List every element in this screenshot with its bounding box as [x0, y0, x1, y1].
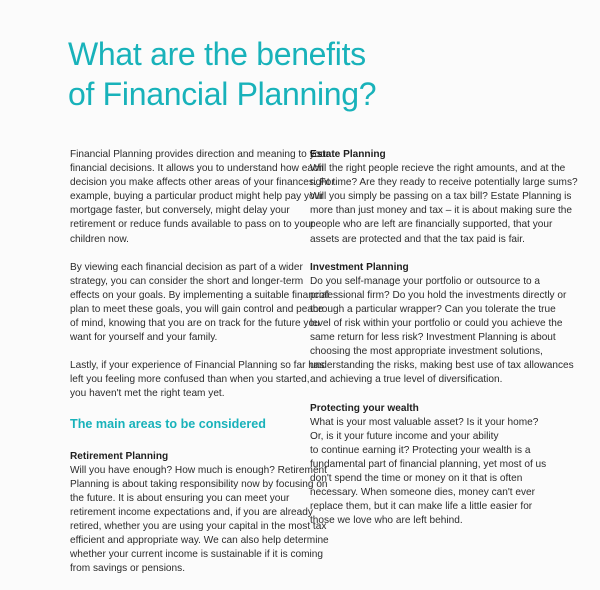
text-line: Planning is about taking responsibility now by focusing on [70, 478, 328, 490]
text-line: retirement or reduce funds available to pass on to your [70, 219, 315, 231]
text-line: right time? Are they ready to receive potentially large sums? [310, 177, 578, 189]
title-line-1: What are the benefits [68, 36, 366, 72]
estate-planning-block [310, 148, 578, 247]
title-line-2: of Financial Planning? [68, 76, 377, 112]
right-column [310, 148, 578, 542]
text-line: Lastly, if your experience of Financial Planning so far has [70, 360, 325, 372]
text-line: financial decisions. It allows you to understand how each [70, 163, 324, 175]
retirement-planning-block [70, 450, 329, 577]
text-line: from savings or pensions. [70, 563, 186, 575]
text-line: Do you self-manage your portfolio or outsource to a [310, 275, 541, 287]
text-line: example, buying a particular product might help pay your [70, 191, 324, 203]
text-line: want for yourself and your family. [70, 332, 218, 344]
section-heading: The main areas to be considered [70, 416, 266, 431]
retirement-planning-heading: Retirement Planning [70, 450, 169, 462]
text-line: you haven't met the right team yet. [70, 388, 225, 400]
text-line: level of risk within your portfolio or could you achieve the [310, 318, 563, 330]
text-line: What is your most valuable asset? Is it your home? [310, 416, 539, 428]
text-line: children now. [70, 233, 129, 245]
text-line: and achieving a true level of diversification. [310, 374, 503, 386]
text-line: Will the right people recieve the right amounts, and at the [310, 163, 566, 175]
text-line: Will you simply be passing on a tax bill? Estate Planning is [310, 191, 572, 203]
text-line: effects on your goals. By implementing a suitable financial [70, 289, 330, 301]
lastly-paragraph [70, 359, 325, 401]
text-line: to continue earning it? Protecting your wealth is a [310, 444, 531, 456]
text-line: Will you have enough? How much is enough? Retirement [70, 464, 327, 476]
investment-planning-text [310, 275, 574, 388]
intro-paragraph [70, 148, 335, 247]
text-line: efficient and appropriate way. We can also help determine [70, 535, 329, 547]
page-title [68, 34, 376, 114]
text-line: same return for less risk? Investment Planning is about [310, 332, 556, 344]
retirement-planning-text [70, 464, 329, 577]
text-line: the future. It is about ensuring you can meet your [70, 492, 290, 504]
text-line: left you feeling more confused than when you started, [70, 374, 310, 386]
estate-planning-heading: Estate Planning [310, 149, 386, 160]
text-line: understanding the risks, making best use of tax allowances [310, 360, 574, 372]
protecting-wealth-heading: Protecting your wealth [310, 402, 419, 414]
estate-planning-text [310, 162, 578, 247]
text-line: don't spend the time or money on it that is often [310, 472, 523, 484]
protecting-wealth-text [310, 416, 547, 529]
text-line: mortgage faster, but conversely, might delay your [70, 205, 290, 217]
investment-planning-heading: Investment Planning [310, 261, 409, 273]
text-line: Or, is it your future income and your ability [310, 430, 499, 442]
text-line: professional firm? Do you hold the investments directly or [310, 289, 567, 301]
text-line: people who are left are financially supported, that your [310, 219, 553, 231]
text-line: plan to meet these goals, you will gain control and peace [70, 303, 324, 315]
text-line: retired, whether you are using your capital in the most tax [70, 520, 327, 532]
text-line: decision you make affects other areas of your finances. For [70, 177, 335, 189]
text-line: assets are protected and that the tax paid is fair. [310, 233, 525, 245]
text-line: necessary. When someone dies, money can't ever [310, 487, 536, 499]
text-line: those we love who are left behind. [310, 515, 463, 527]
text-line: choosing the most appropriate investment solutions, [310, 346, 543, 358]
text-line: Financial Planning provides direction and meaning to your [70, 149, 330, 160]
text-line: retirement income expectations and, if you are already [70, 506, 313, 518]
text-line: By viewing each financial decision as part of a wider [70, 261, 303, 273]
investment-planning-block [310, 261, 574, 388]
protecting-wealth-block [310, 402, 547, 529]
text-line: fundamental part of financial planning, yet most of us [310, 458, 547, 470]
left-column [70, 148, 335, 590]
text-line: whether your current income is sustainable if it is coming [70, 549, 324, 561]
text-line: replace them, but it can make life a little easier for [310, 501, 533, 513]
text-line: of mind, knowing that you are on track for the future you [70, 318, 320, 330]
text-line: strategy, you can consider the short and longer-term [70, 275, 304, 287]
strategy-paragraph [70, 261, 330, 346]
text-line: through a particular wrapper? Can you tolerate the true [310, 303, 556, 315]
text-line: more than just money and tax – it is about making sure the [310, 205, 573, 217]
